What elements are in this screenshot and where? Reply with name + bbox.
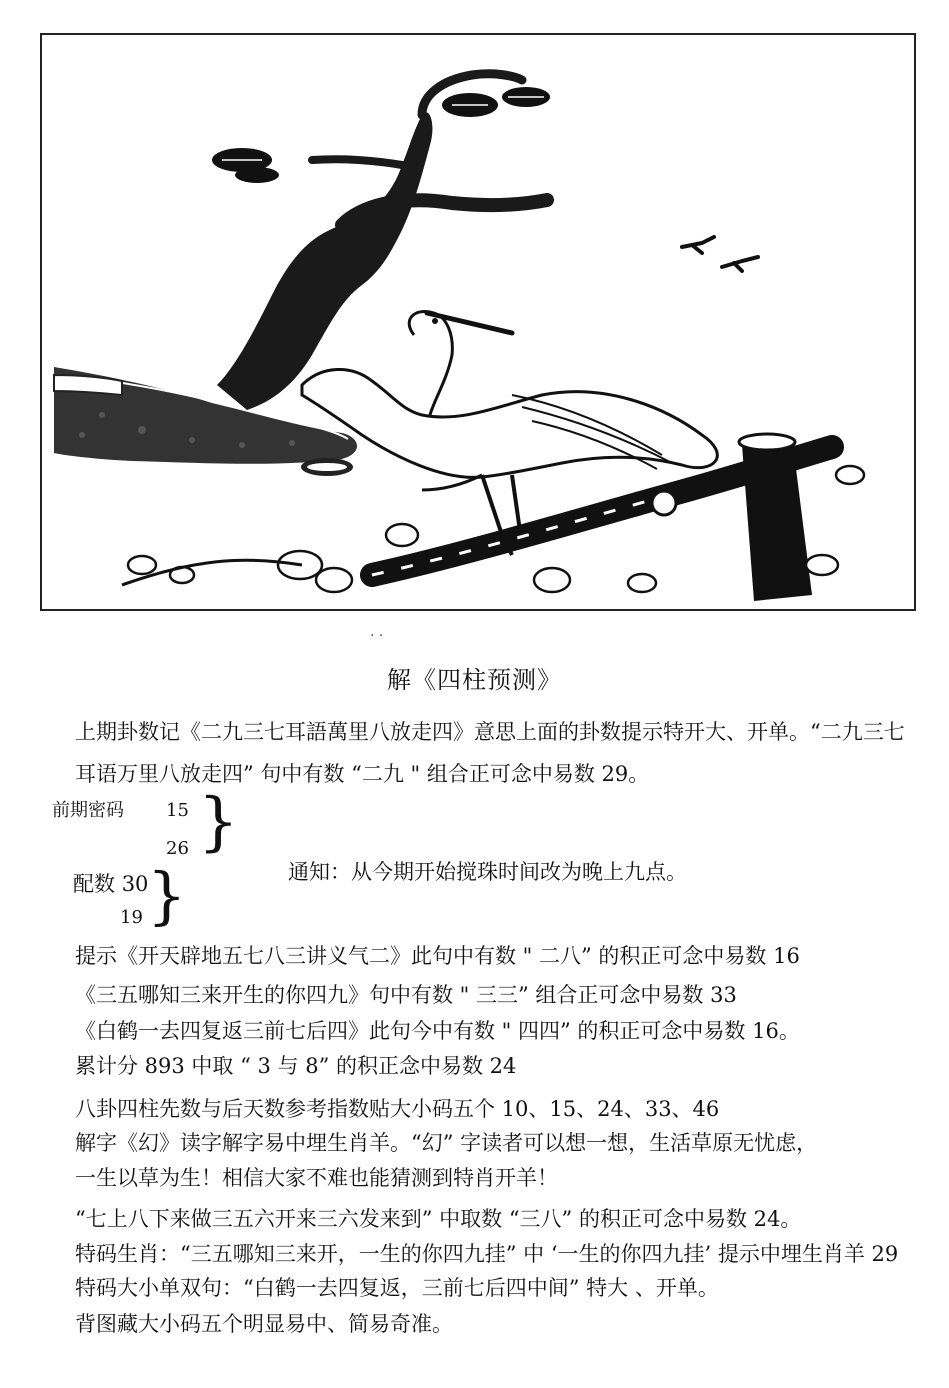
previous-code-number: 15: [166, 800, 189, 821]
pairing-number: 19: [120, 907, 143, 928]
body-line: 特码大小单双句：“白鹤一去四复返，三前七后四中间” 特大 、开单。: [75, 1276, 719, 1300]
body-line: 《白鹤一去四复返三前七后四》此句今中有数 " 四四” 的积正可念中易数 16。: [75, 1019, 800, 1043]
crane-pine-painting-icon: [42, 35, 914, 609]
intro-line-2: 耳语万里八放走四” 句中有数 “二九 " 组合正可念中易数 29。: [75, 762, 650, 786]
previous-code-label: 前期密码: [52, 800, 124, 821]
pairing-number: 30: [121, 872, 149, 896]
body-line: 提示《开天辟地五七八三讲义气二》此句中有数 " 二八” 的积正可念中易数 16: [75, 944, 800, 968]
pairing-brace: }: [147, 859, 187, 932]
body-line: 一生以草为生！相信大家不难也能猜测到特肖开羊！: [75, 1166, 558, 1190]
body-line: 《三五哪知三来开生的你四九》句中有数 " 三三” 组合正可念中易数 33: [75, 983, 737, 1007]
intro-line-1: 上期卦数记《二九三七耳語萬里八放走四》意思上面的卦数提示特开大、开单。“二九三七: [75, 720, 905, 744]
body-line: 背图藏大小码五个明显易中、简易奇准。: [75, 1312, 453, 1336]
body-line: 八卦四柱先数与后天数参考指数贴大小码五个 10、15、24、33、46: [75, 1097, 720, 1121]
previous-code-brace: }: [198, 785, 239, 859]
page-title: 解《四柱预测》: [387, 666, 562, 694]
previous-code-number: 26: [166, 838, 189, 859]
pairing-label: [73, 868, 148, 898]
body-line: “七上八下来做三五六开来三六发来到” 中取数 “三八” 的积正可念中易数 24。: [75, 1207, 802, 1231]
body-line: 特码生肖：“三五哪知三来开，一生的你四九挂” 中 ‘一生的你四九挂’ 提示中埋生肖羊 29: [75, 1242, 899, 1266]
pairing-label-text: 配数: [73, 872, 115, 896]
scan-mark: · ·: [370, 628, 384, 644]
illustration-frame: [40, 33, 916, 611]
body-line: 解字《幻》读字解字易中埋生肖羊。“幻” 字读者可以想一想，生活草原无忧虑，: [75, 1131, 818, 1155]
body-line: 累计分 893 中取 “ 3 与 8” 的积正念中易数 24: [75, 1054, 517, 1078]
notice: 通知：从今期开始搅珠时间改为晚上九点。: [288, 860, 687, 884]
